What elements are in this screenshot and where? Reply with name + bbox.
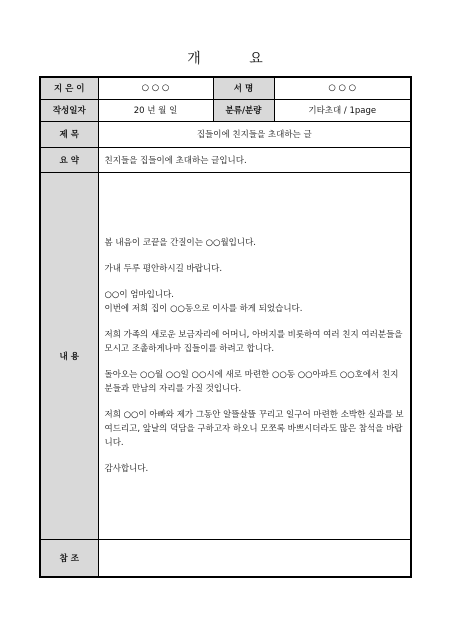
content-paragraph: 이번에 저희 집이 ○○동으로 이사를 하게 되었습니다. [104,303,303,314]
content-paragraph: ○○이 엄마입니다. [104,289,175,300]
category-label: 분류/분량 [213,99,274,121]
document-title: 개 요 [187,51,285,67]
content-body [98,172,411,539]
subject-row [40,121,411,147]
date-label: 작성일자 [40,99,98,121]
summary-label: 요 약 [40,147,98,172]
content-paragraph: 저희 ○○이 아빠와 제가 그동안 알뜰살뜰 꾸리고 일구어 마련한 소박한 실과를 보여드리고, 앞날의 덕담을 구하고자 하오니 모쪼록 바쁘시더라도 많은 참석을 바랍니다. [104,409,404,448]
review-value: ○ ○ ○ [274,77,411,99]
author-row [40,77,411,99]
content-row [40,172,411,539]
review-label: 서 명 [213,77,274,99]
date-value: 20 년 월 일 [98,99,213,121]
summary-row [40,147,411,172]
date-row [40,99,411,121]
summary-value: 친지들을 집들이에 초대하는 글입니다. [98,147,411,172]
content-paragraph: 저희 가족의 새로운 보금자리에 어머니, 아버지를 비롯하여 여러 친지 여러분들을 모시고 조촐하게나마 집들이를 하려고 합니다. [104,329,403,354]
reference-value [98,539,411,577]
author-label: 지 은 이 [40,77,98,99]
content-paragraph: 가내 두루 평안하시길 바랍니다. [104,263,223,274]
reference-label: 참 조 [40,539,98,577]
subject-value: 집들이에 친지들을 초대하는 글 [98,121,411,147]
category-value: 기타초대 / 1page [274,99,411,121]
subject-label: 제 목 [40,121,98,147]
content-paragraph: 감사합니다. [104,463,149,474]
content-paragraph: 봄 내음이 코끝을 간질이는 ○○월입니다. [104,237,257,248]
author-value: ○ ○ ○ [98,77,213,99]
reference-row [40,539,411,577]
content-label: 내 용 [40,172,98,539]
content-paragraph: 돌아오는 ○○월 ○○일 ○○시에 새로 마련한 ○○동 ○○아파트 ○○호에서 친지분들과 만남의 자리를 가질 것입니다. [104,369,399,394]
overview-form [39,76,412,578]
